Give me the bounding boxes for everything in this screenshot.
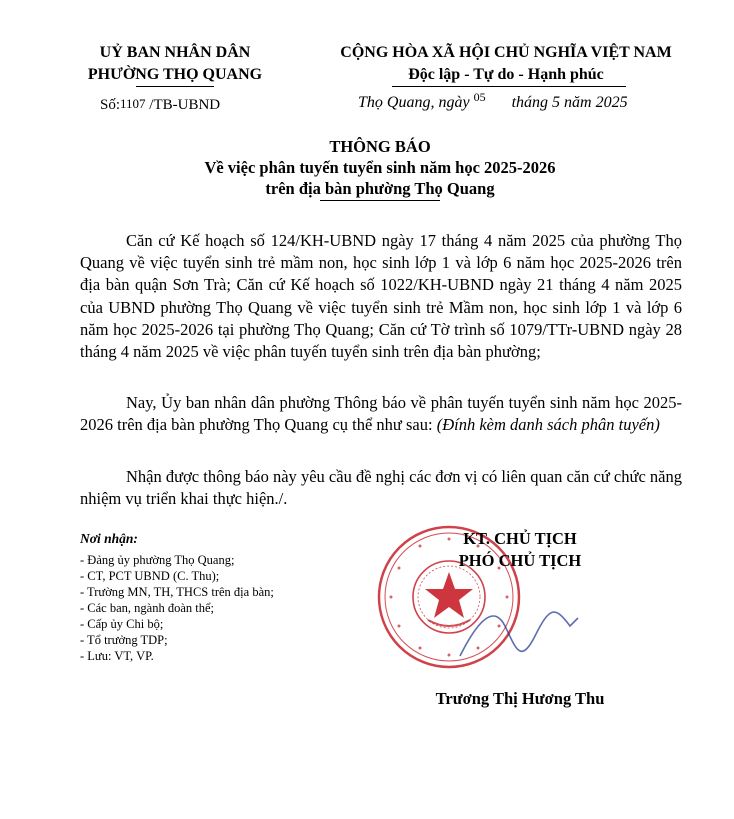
recipient-item: - Tổ trưởng TDP; [80,633,168,647]
recipient-item: - Các ban, ngành đoàn thể; [80,601,214,615]
signature-line2: PHÓ CHỦ TỊCH [458,551,582,570]
body-paragraph-2: Nay, Ủy ban nhân dân phường Thông báo về phân tuyến tuyển sinh năm học 2025-2026 trên địa bàn phường Thọ Quang cụ thể như sau: (Đính kèm danh sách phân tuyến) [80,393,682,435]
recipients-block [80,530,370,664]
signer-name: Trương Thị Hương Thu [435,689,605,708]
national-motto: Độc lập - Tự do - Hạnh phúc [408,66,604,83]
page-title: THÔNG BÁO [329,137,431,156]
recipient-item: - Lưu: VT, VP. [80,649,154,663]
document-date: Thọ Quang, ngày 05 tháng 5 năm 2025 [358,92,628,114]
body-paragraph-3: Nhận được thông báo này yêu cầu đề nghị các đơn vị có liên quan căn cứ chức năng nhiệm vụ triển khai thực hiện./. [80,467,682,509]
signature-line1: KT. CHỦ TỊCH [463,529,577,548]
recipient-item: - Trường MN, TH, THCS trên địa bàn; [80,585,274,599]
recipient-item: - Cấp ủy Chi bộ; [80,617,164,631]
national-title: CỘNG HÒA XÃ HỘI CHỦ NGHĨA VIỆT NAM [340,44,672,61]
date-day: 05 [473,90,486,104]
body-paragraph-1: Căn cứ Kế hoạch số 124/KH-UBND ngày 17 tháng 4 năm 2025 của phường Thọ Quang về việc tuyển sinh trẻ mầm non, học sinh lớp 1 và lớp 6 năm học 2025-2026 trên địa bàn quận Sơn Trà; Căn cứ Kế hoạch số 1022/KH-UBND ngày 21 tháng 4 năm 2025 của UBND phường Thọ Quang về việc tuyển sinh trẻ Mầm non, học sinh lớp 1 và lớp 6 năm học 2025-2026 tại phường Thọ Quang; Căn cứ Tờ trình số 1079/TTr-UBND ngày 28 tháng 4 năm 2025 về việc phân tuyến tuyển sinh trên địa bàn phường; [80,231,682,362]
title-subject-line2: trên địa bàn phường Thọ Quang [265,179,495,198]
handwritten-signature-icon [450,596,590,676]
title-block [100,136,660,199]
title-subject-line1: Về việc phân tuyến tuyển sinh năm học 2025-2026 [204,158,556,177]
recipient-item: - CT, PCT UBND (C. Thu); [80,569,220,583]
title-underline [320,200,440,201]
recipient-item: - Đảng ủy phường Thọ Quang; [80,553,235,567]
issuer-block [70,42,280,86]
recipients-list [80,552,370,664]
document-number: Số:1107 /TB-UBND [100,96,221,113]
signature-title-block [420,528,620,572]
issuer-line1: UỶ BAN NHÂN DÂN [99,44,251,61]
motto-underline [392,86,626,87]
recipients-label: Nơi nhận: [80,531,138,546]
document-number-value: 1107 [120,96,146,111]
issuer-underline [136,86,214,87]
issuer-line2: PHƯỜNG THỌ QUANG [87,66,263,83]
national-motto-block [296,42,716,86]
attachment-note: (Đính kèm danh sách phân tuyến) [436,415,660,435]
